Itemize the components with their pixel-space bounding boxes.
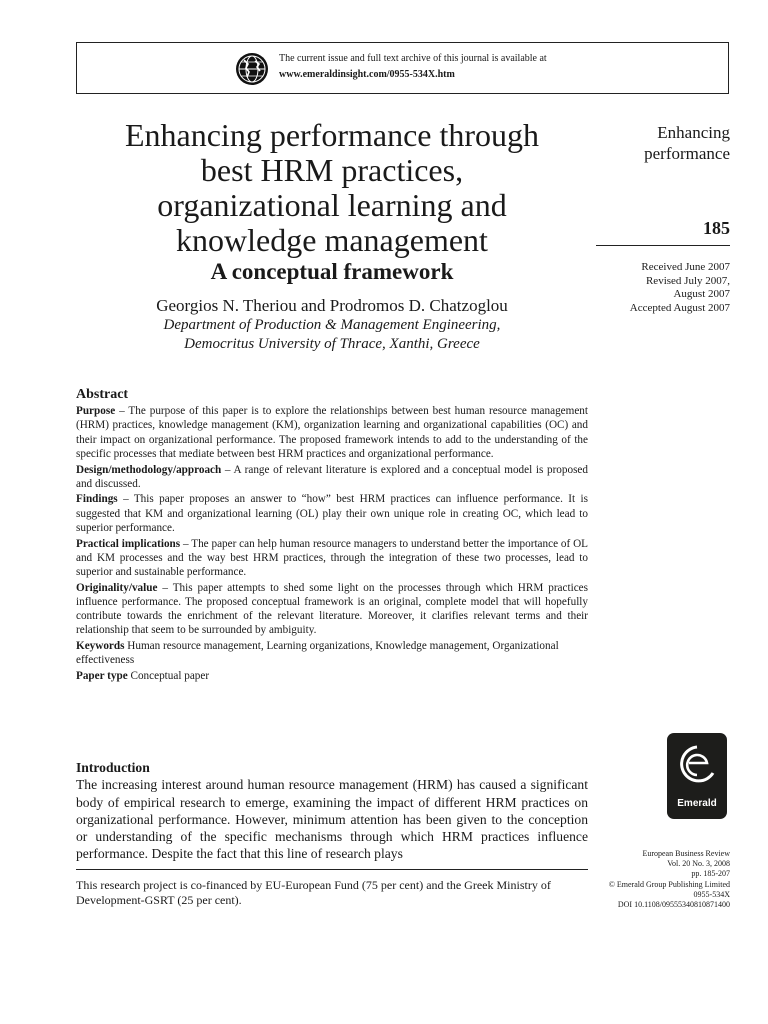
emerald-logo [667,733,727,819]
title-line: organizational learning and [157,187,507,223]
emerald-logo-text: Emerald [677,798,717,809]
running-head-line: performance [644,144,730,163]
footnote-divider [76,869,588,870]
title-line: Enhancing performance through [124,117,540,153]
introduction [76,759,588,863]
margin-divider [596,245,730,246]
section-text: – A range of relevant literature is explored and a conceptual model is proposed and discussed. [76,463,588,490]
section-label: Purpose [76,405,116,418]
article-title [76,118,588,258]
footnote: This research project is co-financed by EU-European Fund (75 per cent) and the Greek Ministry of Development-GSRT (25 per cent). [76,878,551,907]
title-line: knowledge management [176,222,488,258]
section-label: Findings [76,493,118,506]
running-head [644,122,730,164]
abstract-paper-type [76,669,588,683]
journal-info-line: Vol. 20 No. 3, 2008 [667,859,730,869]
abstract-purpose [76,404,588,461]
section-label: Paper type [76,669,128,682]
abstract [76,388,588,685]
section-text: – The purpose of this paper is to explore the relationships between best human resource management (HRM) practices, knowledge management (KM), organization learning and organizational capabilities (OC) and their impact on organizational performance. The proposed framework intends to add to the understanding of the specific processes that mediate between best HRM practices and organizational performance. [76,405,588,460]
section-label: Keywords [76,639,125,652]
abstract-findings [76,492,588,535]
journal-info-line: European Business Review [642,849,730,858]
running-head-line: Enhancing [657,123,730,142]
journal-info-line: pp. 185-207 [691,869,730,879]
abstract-heading: Abstract [76,387,129,402]
journal-info-line: © Emerald Group Publishing Limited [608,879,730,889]
availability-text: The current issue and full text archive of this journal is available at [279,53,547,64]
globe-icon [235,52,269,86]
section-text: – This paper attempts to shed some light on the processes through which HRM practices influence performance. The proposed conceptual framework is an original, complete model that will hopefully contribute towards the enrichment of the relevant literature. Moreover, it clarifies relevant terms and their relationship that seem to be surrounded by ambiguity. [76,581,588,637]
journal-info-line: 0955-534X [693,889,730,899]
history-line: Accepted August 2007 [629,301,730,314]
section-text: Human resource management, Learning organizations, Knowledge management, Organizational effectiveness [76,639,559,667]
section-text: – This paper proposes an answer to “how” best HRM practices can influence performance. It is suggested that KM and organizational learning (OL) play their own unique role in creating OC, which lead to superior performance. [76,493,588,534]
abstract-implications [76,537,588,580]
history-line: August 2007 [673,288,730,300]
journal-availability-box [76,42,729,94]
journal-info-line: DOI 10.1108/09555340810871400 [617,900,730,910]
emerald-e-icon [675,741,719,793]
section-label: Design/methodology/approach [76,463,222,476]
article-subtitle: A conceptual framework [210,259,454,284]
submission-history [630,261,730,315]
section-label: Practical implications [76,537,181,550]
abstract-originality [76,581,588,638]
abstract-keywords [76,639,588,667]
affiliation [76,316,588,354]
history-line: Revised July 2007, [645,274,730,287]
history-line: Received June 2007 [641,261,730,273]
journal-info [609,849,730,910]
abstract-design [76,463,588,491]
introduction-text: The increasing interest around human resource management (HRM) has caused a significant body of empirical research to emerge, examining the impact of different HRM practices on organizational performance. However, minimum attention has been given to the conception or understanding of the specific mechanisms through which HRM practices influence performance. Despite the fact that this line of research plays [76,777,588,862]
section-label: Originality/value [76,581,158,594]
journal-url-link[interactable]: www.emeraldinsight.com/0955-534X.htm [279,69,455,80]
section-text: Conceptual paper [127,669,210,682]
affiliation-line: Democritus University of Thrace, Xanthi, Greece [184,336,480,352]
title-line: best HRM practices, [200,152,464,188]
page-number: 185 [703,218,730,238]
section-text: – The paper can help human resource managers to understand better the importance of OL and KM processes and the way best HRM practices, through the integration of these two processes, lead to superior and sustainable performance. [76,537,588,578]
introduction-heading: Introduction [76,760,150,775]
affiliation-line: Department of Production & Management Engineering, [163,317,501,333]
authors: Georgios N. Theriou and Prodromos D. Chatzoglou [156,296,508,315]
